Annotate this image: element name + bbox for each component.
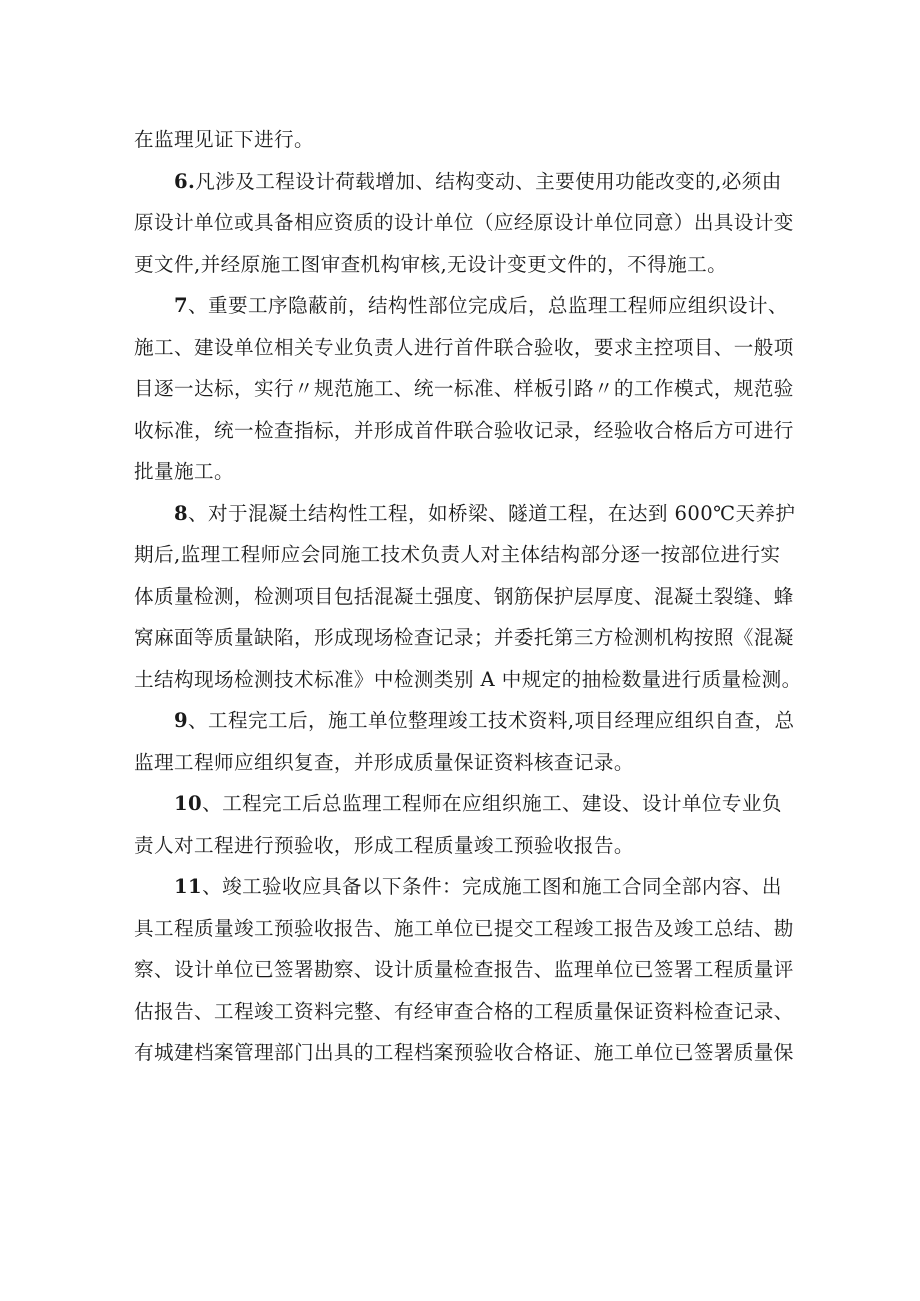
paragraph-item-6 [134, 161, 810, 286]
paragraph-item-9 [134, 700, 810, 783]
text-run: 、对于混凝土结构性工程，如桥梁、隧道工程，在达到 600℃天养护 [188, 501, 796, 525]
text-line: 窝麻面等质量缺陷，形成现场检查记录；并委托第三方检测机构按照《混凝 [134, 626, 794, 649]
text-line: 在监理见证下进行。 [134, 128, 314, 151]
text-run: 、工程完工后，施工单位整理竣工技术资料,项目经理应组织自查，总 [188, 709, 795, 732]
text-line: 有城建档案管理部门出具的工程档案预验收合格证、施工单位已签署质量保 [134, 1041, 794, 1064]
paragraph-item-11 [134, 866, 810, 1074]
text-line [134, 700, 810, 742]
document-body [134, 119, 810, 1074]
text-run: 、工程完工后总监理工程师在应组织施工、建设、设计单位专业负 [202, 792, 782, 815]
paragraph-item-8 [134, 493, 810, 701]
text-line [134, 285, 810, 327]
text-line: 收标准，统一检查指标，并形成首件联合验收记录，经验收合格后方可进行 [134, 418, 794, 442]
text-line: 具工程质量竣工预验收报告、施工单位已提交工程竣工报告及竣工总结、勘 [134, 916, 794, 940]
item-number: 7 [174, 294, 189, 317]
text-line: 原设计单位或具备相应资质的设计单位（应经原设计单位同意）出具设计变 [134, 211, 794, 234]
item-number: 9 [174, 709, 189, 732]
text-line: 土结构现场检测技术标准》中检测类别 A 中规定的抽检数量进行质量检测。 [134, 667, 802, 691]
text-line: 体质量检测，检测项目包括混凝土强度、钢筋保护层厚度、混凝土裂缝、蜂 [134, 584, 794, 608]
text-line: 监理工程师应组织复查，并形成质量保证资料核查记录。 [134, 750, 634, 774]
paragraph-continuation [134, 119, 810, 161]
item-number: 11 [174, 875, 203, 898]
text-line: 目逐一达标，实行〃规范施工、统一标准、样板引路〃的工作模式，规范验 [134, 377, 794, 400]
text-line: 施工、建设单位相关专业负责人进行首件联合验收，要求主控项目、一般项 [134, 335, 794, 359]
text-run: 凡涉及工程设计荷载增加、结构变动、主要使用功能改变的,必须由 [195, 169, 782, 193]
text-line: 更文件,并经原施工图审查机构审核,无设计变更文件的，不得施工。 [134, 252, 728, 276]
paragraph-item-7 [134, 285, 810, 493]
text-run: 、重要工序隐蔽前，结构性部位完成后，总监理工程师应组织设计、 [188, 294, 788, 317]
text-line: 估报告、工程竣工资料完整、有经审查合格的工程质量保证资料检查记录、 [134, 999, 794, 1023]
text-line: 批量施工。 [134, 460, 234, 483]
text-line [134, 783, 810, 825]
item-number: 10 [174, 792, 203, 815]
item-number: 6. [174, 169, 196, 193]
text-line: 期后,监理工程师应会同施工技术负责人对主体结构部分逐一按部位进行实 [134, 543, 781, 566]
text-line [134, 866, 810, 908]
text-run: 、竣工验收应具备以下条件：完成施工图和施工合同全部内容、出 [202, 875, 782, 898]
item-number: 8 [174, 501, 189, 525]
text-line [134, 493, 810, 535]
text-line: 察、设计单位已签署勘察、设计质量检查报告、监理单位已签署工程质量评 [134, 958, 794, 981]
text-line [134, 161, 810, 203]
paragraph-item-10 [134, 783, 810, 866]
text-line: 责人对工程进行预验收，形成工程质量竣工预验收报告。 [134, 833, 634, 857]
